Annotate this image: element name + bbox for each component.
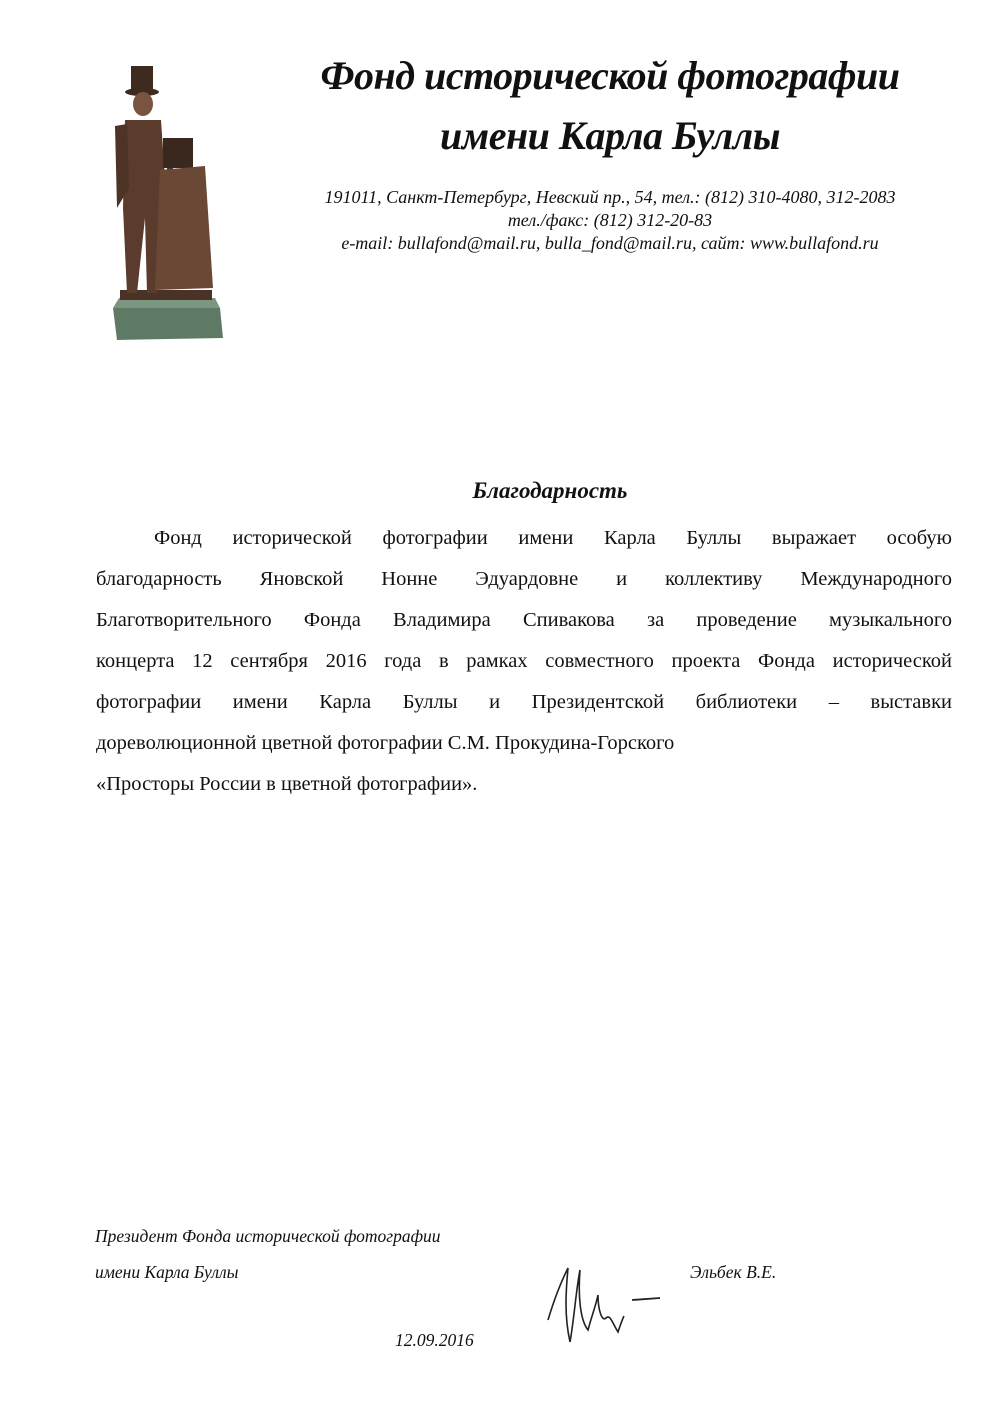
email-line: e-mail: bullafond@mail.ru, bulla_fond@mail.ru, сайт: www.bullafond.ru bbox=[341, 233, 879, 253]
body-line: фотографии имени Карла Буллы и Президентской библиотеки – выставки bbox=[96, 691, 952, 713]
foundation-title-line1: Фонд исторической фотографии bbox=[320, 53, 900, 98]
body-line: концерта 12 сентября 2016 года в рамках совместного проекта Фонда исторической bbox=[96, 650, 952, 672]
letter-date: 12.09.2016 bbox=[395, 1330, 474, 1350]
body-line: дореволюционной цветной фотографии С.М. Прокудина-Горского bbox=[96, 732, 675, 754]
bulla-statue-image bbox=[105, 58, 230, 343]
body-line: благодарность Яновской Нонне Эдуардовне и коллективу Международного bbox=[96, 568, 952, 590]
signatory-position-line1: Президент Фонда исторической фотографии bbox=[95, 1226, 441, 1246]
foundation-title-line2: имени Карла Буллы bbox=[440, 113, 780, 158]
handwritten-signature bbox=[540, 1260, 665, 1350]
signatory-name: Эльбек В.Е. bbox=[690, 1262, 777, 1282]
letter-heading: Благодарность bbox=[472, 478, 628, 503]
body-line: Благотворительного Фонда Владимира Спивакова за проведение музыкального bbox=[96, 609, 952, 631]
fax-line: тел./факс: (812) 312-20-83 bbox=[507, 210, 713, 230]
signatory-position-line2: имени Карла Буллы bbox=[95, 1262, 239, 1282]
body-line: Фонд исторической фотографии имени Карла Буллы выражает особую bbox=[154, 527, 952, 549]
letter-body bbox=[96, 518, 952, 805]
body-line: «Просторы России в цветной фотографии». bbox=[96, 773, 478, 795]
address-line: 191011, Санкт-Петербург, Невский пр., 54, тел.: (812) 310-4080, 312-2083 bbox=[324, 187, 896, 207]
contact-address bbox=[270, 186, 950, 255]
